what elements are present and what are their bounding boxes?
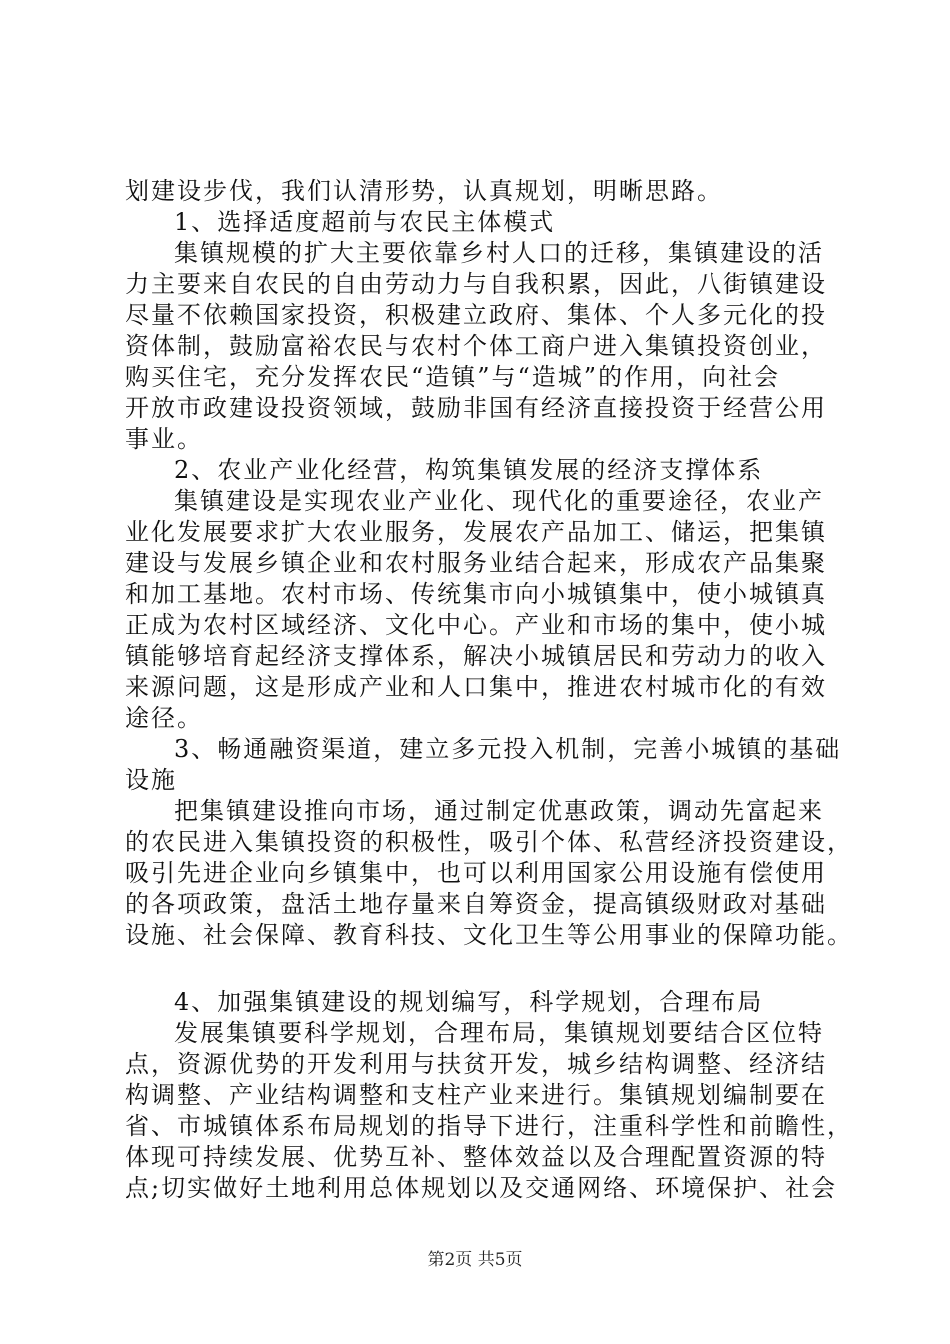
- text-line: 把集镇建设推向市场，通过制定优惠政策，调动先富起来: [174, 797, 824, 825]
- text-line: 体现可持续发展、优势互补、整体效益以及合理配置资源的特: [125, 1143, 827, 1171]
- text-line: 和加工基地。农村市场、传统集市向小城镇集中，使小城镇真: [125, 580, 827, 608]
- text-line: 资体制，鼓励富裕农民与农村个体工商户进入集镇投资创业，: [125, 332, 827, 360]
- section-heading-3: 3、畅通融资渠道，建立多元投入机制，完善小城镇的基础: [174, 735, 842, 763]
- text-line: 集镇规模的扩大主要依靠乡村人口的迁移，集镇建设的活: [174, 239, 824, 267]
- text-line: 划建设步伐，我们认清形势，认真规划，明晰思路。: [125, 177, 723, 205]
- text-line: 途径。: [125, 704, 203, 732]
- text-line: 点;切实做好土地利用总体规划以及交通网络、环境保护、社会: [125, 1174, 838, 1202]
- page-footer: 第2页 共5页: [427, 1250, 523, 1270]
- text-line: 点，资源优势的开发利用与扶贫开发，城乡结构调整、经济结: [125, 1050, 827, 1078]
- text-line: 的农民进入集镇投资的积极性，吸引个体、私营经济投资建设，: [125, 828, 853, 856]
- section-heading-4: 4、加强集镇建设的规划编写，科学规划，合理布局: [174, 988, 764, 1016]
- text-line: 构调整、产业结构调整和支柱产业来进行。集镇规划编制要在: [125, 1081, 827, 1109]
- text-line: 的各项政策，盘活土地存量来自筹资金，提高镇级财政对基础: [125, 890, 827, 918]
- section-heading-2: 2、农业产业化经营，构筑集镇发展的经济支撑体系: [174, 456, 764, 484]
- text-line: 设施、社会保障、教育科技、文化卫生等公用事业的保障功能。: [125, 921, 853, 949]
- section-heading-1: 1、选择适度超前与农民主体模式: [174, 208, 556, 236]
- text-line: 来源问题，这是形成产业和人口集中，推进农村城市化的有效: [125, 673, 827, 701]
- text-line: 购买住宅，充分发挥农民“造镇”与“造城”的作用，向社会: [125, 363, 781, 391]
- section-heading-3-cont: 设施: [125, 766, 177, 794]
- text-line: 事业。: [125, 425, 203, 453]
- text-line: 省、市城镇体系布局规划的指导下进行，注重科学性和前瞻性，: [125, 1112, 853, 1140]
- text-line: 尽量不依赖国家投资，积极建立政府、集体、个人多元化的投: [125, 301, 827, 329]
- text-line: 正成为农村区域经济、文化中心。产业和市场的集中，使小城: [125, 611, 827, 639]
- text-line: 吸引先进企业向乡镇集中，也可以利用国家公用设施有偿使用: [125, 859, 827, 887]
- text-line: 业化发展要求扩大农业服务，发展农产品加工、储运，把集镇: [125, 518, 827, 546]
- text-line: 力主要来自农民的自由劳动力与自我积累，因此，八街镇建设: [125, 270, 827, 298]
- text-line: 镇能够培育起经济支撑体系，解决小城镇居民和劳动力的收入: [125, 642, 827, 670]
- text-line: 建设与发展乡镇企业和农村服务业结合起来，形成农产品集聚: [125, 549, 827, 577]
- text-line: 发展集镇要科学规划，合理布局，集镇规划要结合区位特: [174, 1019, 824, 1047]
- text-line: 开放市政建设投资领域，鼓励非国有经济直接投资于经营公用: [125, 394, 827, 422]
- text-line: 集镇建设是实现农业产业化、现代化的重要途径，农业产: [174, 487, 824, 515]
